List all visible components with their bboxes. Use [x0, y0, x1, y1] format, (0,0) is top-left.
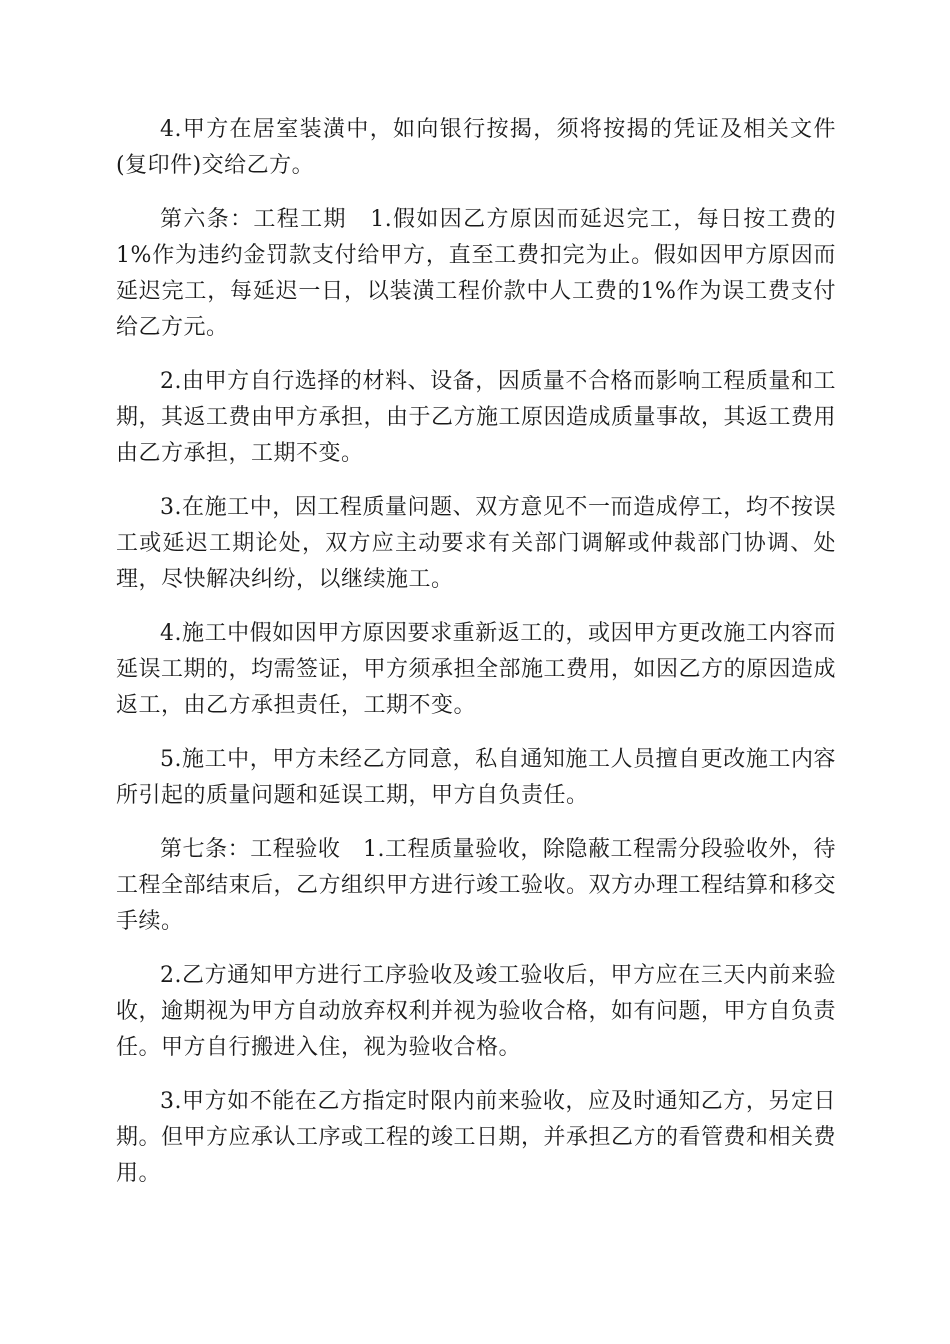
paragraph-article-6-item-5: 5.施工中，甲方未经乙方同意，私自通知施工人员擅自更改施工内容所引起的质量问题和延误工期，甲方自负责任。 [116, 747, 836, 808]
paragraph-clause-4-mortgage: 4.甲方在居室装潢中，如向银行按揭，须将按揭的凭证及相关文件(复印件)交给乙方。 [116, 117, 836, 178]
paragraph-article-6-schedule: 第六条：工程工期 1.假如因乙方原因而延迟完工，每日按工费的1%作为违约金罚款支付给甲方，直至工费扣完为止。假如因甲方原因而延迟完工，每延迟一日，以装潢工程价款中人工费的1%作为误工费支付给乙方元。 [116, 207, 836, 340]
paragraph-article-6-item-4: 4.施工中假如因甲方原因要求重新返工的，或因甲方更改施工内容而延误工期的，均需签证，甲方须承担全部施工费用，如因乙方的原因造成返工，由乙方承担责任，工期不变。 [116, 621, 837, 718]
paragraph-article-7-item-2: 2.乙方通知甲方进行工序验收及竣工验收后，甲方应在三天内前来验收，逾期视为甲方自动放弃权利并视为验收合格，如有问题，甲方自负责任。甲方自行搬进入住，视为验收合格。 [116, 963, 837, 1060]
paragraph-article-7-acceptance: 第七条：工程验收 1.工程质量验收，除隐蔽工程需分段验收外，待工程全部结束后，乙方组织甲方进行竣工验收。双方办理工程结算和移交手续。 [116, 837, 837, 934]
paragraph-article-6-item-2: 2.由甲方自行选择的材料、设备，因质量不合格而影响工程质量和工期，其返工费由甲方承担，由于乙方施工原因造成质量事故，其返工费用由乙方承担，工期不变。 [116, 369, 837, 466]
document-body [116, 112, 836, 1210]
paragraph-article-7-item-3: 3.甲方如不能在乙方指定时限内前来验收，应及时通知乙方，另定日期。但甲方应承认工序或工程的竣工日期，并承担乙方的看管费和相关费用。 [116, 1089, 837, 1186]
paragraph-article-6-item-3: 3.在施工中，因工程质量问题、双方意见不一而造成停工，均不按误工或延迟工期论处，双方应主动要求有关部门调解或仲裁部门协调、处理，尽快解决纠纷，以继续施工。 [116, 495, 836, 592]
